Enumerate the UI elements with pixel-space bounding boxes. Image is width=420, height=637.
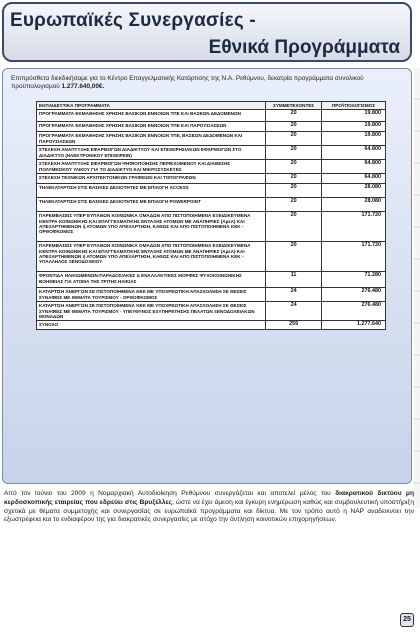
header-programs: ΕΚΠΑΙΔΕΥΤΙΚΑ ΠΡΟΓΡΑΜΜΑΤΑ — [37, 102, 266, 110]
program-name-cell: ΠΡΟΓΡΑΜΜΑΤΑ ΕΚΜΑΘΗΣΗΣ ΧΡΗΣΗΣ ΒΑΣΙΚΩΝ ΕΝΝΟΙΩΝ ΤΠΕ ΚΑΙ ΠΑΡΟΥΣΙΑΣΕΩΝ — [37, 122, 266, 132]
table-row — [37, 288, 386, 302]
programs-table — [36, 101, 386, 330]
program-name-cell: ΠΡΟΓΡΑΜΜΑΤΑ ΕΚΜΑΘΗΣΗΣ ΧΡΗΣΗΣ ΒΑΣΙΚΩΝ ΕΝΝΟΙΩΝ ΤΠΕ ΚΑΙ ΒΑΣΕΩΝ ΔΕΔΟΜΕΝΩΝ — [37, 110, 266, 122]
table-row — [37, 160, 386, 174]
program-name-cell: ΣΤΕΛΕΧΗ ΤΕΧΝΙΚΩΝ ΑΡΧΙΤΕΚΤΟΝΙΚΩΝ ΓΡΑΦΕΙΩΝ ΚΑΙ ΤΟΠΟΓΡΑΦΩΝ — [37, 174, 266, 184]
outro-paragraph — [4, 490, 414, 525]
table-header-row — [37, 102, 386, 110]
budget-cell: 19.800 — [322, 132, 386, 146]
budget-cell: 71.280 — [322, 272, 386, 288]
participants-cell: 20 — [266, 198, 322, 212]
budget-cell: 28.080 — [322, 198, 386, 212]
intro-amount: 1.277.640,00€. — [61, 83, 105, 90]
header-budget: ΠΡΟΫΠΟΛΟΓΙΣΜΟΣ — [322, 102, 386, 110]
table-body — [37, 110, 386, 330]
intro-text: Επιπρόσθετα διεκδικήσαμε για το Κέντρο Επαγγελματικής Κατάρτισης της Ν.Α. Ρεθύμνου, δεκατρία προγράμματα συνολικού προϋπολογισμού — [11, 75, 364, 90]
page-title-line1: Ευρωπαϊκές Συνεργασίες - — [10, 10, 256, 31]
budget-cell: 64.800 — [322, 174, 386, 184]
table-row — [37, 122, 386, 132]
program-name-cell: ΣΤΕΛΕΧΗ ΑΝΑΠΤΥΞΗΣ ΕΦΑΡΜΟΓΩΝ ΨΗΦΙΟΠΟΙΗΣΗΣ ΠΕΡΙΕΧΟΜΕΝΟΥ ΚΑΙ ΔΙΑΘΕΣΗΣ ΠΟΛΥΜΕΣΙΚΟΥ ΥΛΙΚΟΥ ΓΙΑ ΤΟ ΔΙΑΔΙΚΤΥΟ ΚΑΙ ΜΙΚΡΟΣΥΣΚΕΥΕΣ — [37, 160, 266, 174]
budget-cell: 171.720 — [322, 242, 386, 272]
participants-cell: 259 — [266, 321, 322, 330]
program-name-cell: ΠΑΡΕΜΒΑΣΕΙΣ ΥΠΕΡ ΕΥΠΑΘΩΝ ΚΟΙΝΩΝΙΚΑ ΟΜΑΔΩΝ ΑΠΟ ΠΙΣΤΟΠΟΙΗΜΕΝΑ ΕΞΕΙΔΙΚΕΥΜΕΝΑ ΚΕΝΤΡΑ ΚΟΙΝΩΝΙΚΗΣ ΚΑΙ ΕΠΑΓΓΕΛΜΑΤΙΚΗΣ ΕΝΤΑΞΗΣ ΑΤΟΜΩΝ ΜΕ ΑΝΑΠΗΡΙΕΣ (ΑμεΑ) ΚΑΙ ΑΠΕΞΑΡΤΗΜΕΝΩΝ ή ΑΤΟΜΩΝ ΥΠΟ ΑΠΕΞΑΡΤΗΣΗ, ΚΑΘΩΣ ΚΑΙ ΑΠΟ ΠΙΣΤΟΠΟΙΗΜΕΝΑ ΚΕΚ - ΟΡΘΟΦΚΟΜΟΣ — [37, 212, 266, 242]
table-row — [37, 174, 386, 184]
program-name-cell: ΚΑΤΑΡΤΙΣΗ ΑΝΕΡΓΩΝ ΣΕ ΠΙΣΤΟΠΟΙΗΜΕΝΑ ΚΕΚ ΜΕ ΥΠΟΧΡΕΩΤΙΚΗ ΑΠΑΣΧΟΛΗΣΗ ΣΕ ΘΕΣΕΙΣ ΣΥΝΑΦΕΙΣ ΜΕ ΘΕΜΑΤΑ ΤΟΥΡΙΣΜΟΥ - ΥΠΕΥΘΥΝΟΣ ΕΞΥΠΗΡΕΤΗΣΗΣ ΠΕΛΑΤΩΝ ΞΕΝΟΔΟΧΕΙΑΚΩΝ ΜΟΝΑΔΩΝ — [37, 302, 266, 321]
participants-cell: 20 — [266, 146, 322, 160]
budget-cell: 19.800 — [322, 122, 386, 132]
outro-text-2: , ώστε να έχει άμεση και έγκυρη ενημέρωση καθώς και συμβουλευτική υποστήριξη σχετικά με θέματα συμμετοχής και συνεργασίας σε ευρωπαϊκά προγράμματα και δίκτυα. Με τον τρόπο αυτό η NAP αναδεικνύει την εξωστρέφεια και το ενδιαφέρον της για διακρατικές συνεργασίες με στόχο την άντληση κοινοτικών επιχορηγήσεων. — [4, 498, 414, 524]
outro-text-1: Από τον Ιούνιο του 2009 η Νομαρχιακή Αυτοδιοίκηση Ρεθύμνου συνεργάζεται και αποτελεί μέλος του — [4, 490, 336, 497]
participants-cell: 20 — [266, 132, 322, 146]
title-banner — [2, 2, 412, 62]
program-name-cell: ΠΑΡΕΜΒΑΣΕΙΣ ΥΠΕΡ ΕΥΠΑΘΩΝ ΚΟΙΝΩΝΙΚΑ ΟΜΑΔΩΝ ΑΠΟ ΠΙΣΤΟΠΟΙΗΜΕΝΑ ΕΞΕΙΔΙΚΕΥΜΕΝΑ ΚΕΝΤΡΑ ΚΟΙΝΩΝΙΚΗΣ ΚΑΙ ΕΠΑΓΓΕΛΜΑΤΙΚΗΣ ΕΝΤΑΞΗΣ ΑΤΟΜΩΝ ΜΕ ΑΝΑΠΗΡΙΕΣ (ΑμεΑ) ΚΑΙ ΑΠΕΞΑΡΤΗΜΕΝΩΝ ή ΑΤΟΜΩΝ ΥΠΟ ΑΠΕΞΑΡΤΗΣΗ, ΚΑΘΩΣ ΚΑΙ ΑΠΟ ΠΙΣΤΟΠΟΙΗΜΕΝΑ ΚΕΚ - ΥΠΑΛΛΗΛΟΣ ΞΕΝΟΔΟΧΕΙΟΥ — [37, 242, 266, 272]
budget-cell: 28.080 — [322, 184, 386, 198]
program-name-cell: ΤΗΛΕΚΑΤΑΡΤΙΣΗ ΣΤΙΣ ΒΑΣΙΚΕΣ ΔΕΞΙΟΤΗΤΕΣ ΜΕ ΕΠΙΛΟΓΗ ACCESS — [37, 184, 266, 198]
budget-cell: 1.277.640 — [322, 321, 386, 330]
outro-bold-text: διακρατικού δικτύου μη κερδοσκοπικής εταιρείας που εδρεύει στις Βρυξέλλες — [4, 490, 414, 506]
participants-cell: 20 — [266, 174, 322, 184]
budget-cell: 19.800 — [322, 110, 386, 122]
table-row — [37, 212, 386, 242]
table-row — [37, 272, 386, 288]
participants-cell: 20 — [266, 122, 322, 132]
participants-cell: 20 — [266, 160, 322, 174]
table-row — [37, 302, 386, 321]
table-total-row — [37, 321, 386, 330]
program-name-cell: ΠΡΟΓΡΑΜΜΑΤΑ ΕΚΜΑΘΗΣΗΣ ΧΡΗΣΗΣ ΒΑΣΙΚΩΝ ΕΝΝΟΙΩΝ ΤΠΕ, ΒΑΣΕΩΝ ΔΕΔΟΜΕΝΩΝ ΚΑΙ ΠΑΡΟΥΣΙΑΣΕΩΝ — [37, 132, 266, 146]
page-number: 25 — [400, 613, 414, 627]
table-row — [37, 198, 386, 212]
table-row — [37, 110, 386, 122]
budget-cell: 171.720 — [322, 212, 386, 242]
intro-paragraph — [11, 75, 407, 91]
participants-cell: 20 — [266, 242, 322, 272]
participants-cell: 24 — [266, 302, 322, 321]
participants-cell: 24 — [266, 288, 322, 302]
programs-panel — [2, 68, 412, 484]
program-name-cell: ΚΑΤΑΡΤΙΣΗ ΑΝΕΡΓΩΝ ΣΕ ΠΙΣΤΟΠΟΙΗΜΕΝΑ ΚΕΚ ΜΕ ΥΠΟΧΡΕΩΤΙΚΗ ΑΠΑΣΧΟΛΗΣΗ ΣΕ ΘΕΣΕΙΣ ΣΥΝΑΦΕΙΣ ΜΕ ΘΕΜΑΤΑ ΤΟΥΡΙΣΜΟΥ - ΟΡΘΟΦΚΟΜΟΣ — [37, 288, 266, 302]
participants-cell: 20 — [266, 184, 322, 198]
budget-cell: 64.800 — [322, 160, 386, 174]
page-edge-decoration — [414, 68, 420, 508]
program-name-cell: ΣΥΝΟΛΟ — [37, 321, 266, 330]
table-row — [37, 242, 386, 272]
participants-cell: 11 — [266, 272, 322, 288]
budget-cell: 276.480 — [322, 302, 386, 321]
budget-cell: 276.480 — [322, 288, 386, 302]
table-row — [37, 184, 386, 198]
program-name-cell: ΤΗΛΕΚΑΤΑΡΤΙΣΗ ΣΤΙΣ ΒΑΣΙΚΕΣ ΔΕΞΙΟΤΗΤΕΣ ΜΕ ΕΠΙΛΟΓΗ POWERPOINT — [37, 198, 266, 212]
page-title-line2: Εθνικά Προγράμματα — [208, 37, 400, 58]
table-row — [37, 146, 386, 160]
header-participants: ΣΥΜΜΕΤΕΧΟΝΤΕΣ — [266, 102, 322, 110]
program-name-cell: ΣΤΕΛΕΧΗ ΑΝΑΠΤΥΞΗΣ ΕΦΑΡΜΟΓΩΝ ΔΙΑΔΙΚΤΥΟΥ ΚΑΙ ΕΠΙΧΕΙΡΗΣΙΑΚΩΝ ΕΦΑΡΜΟΓΩΝ ΣΤΟ ΔΙΑΔΙΚΤΥΟ (ΗΛΕΚΤΡΟΝΙΚΟΥ ΕΠΙΧΕΙΡΕΙΝ) — [37, 146, 266, 160]
table-row — [37, 132, 386, 146]
program-name-cell: ΦΡΟΝΤΙΔΑ ΗΛΙΚΙΩΜΕΝΩΝ-ΠΑΡΑΔΟΣΙΑΚΕΣ & ΕΝΑΛΛΑΚΤΙΚΕΣ ΜΟΡΦΕΣ ΨΥΧΟΚΟΙΝΩΝΙΚΗΣ ΒΟΗΘΕΙΑΣ ΓΙΑ ΑΤΟΜΑ ΤΗΣ ΤΡΙΤΗΣ ΗΛΙΚΙΑΣ — [37, 272, 266, 288]
participants-cell: 20 — [266, 110, 322, 122]
budget-cell: 64.800 — [322, 146, 386, 160]
participants-cell: 20 — [266, 212, 322, 242]
